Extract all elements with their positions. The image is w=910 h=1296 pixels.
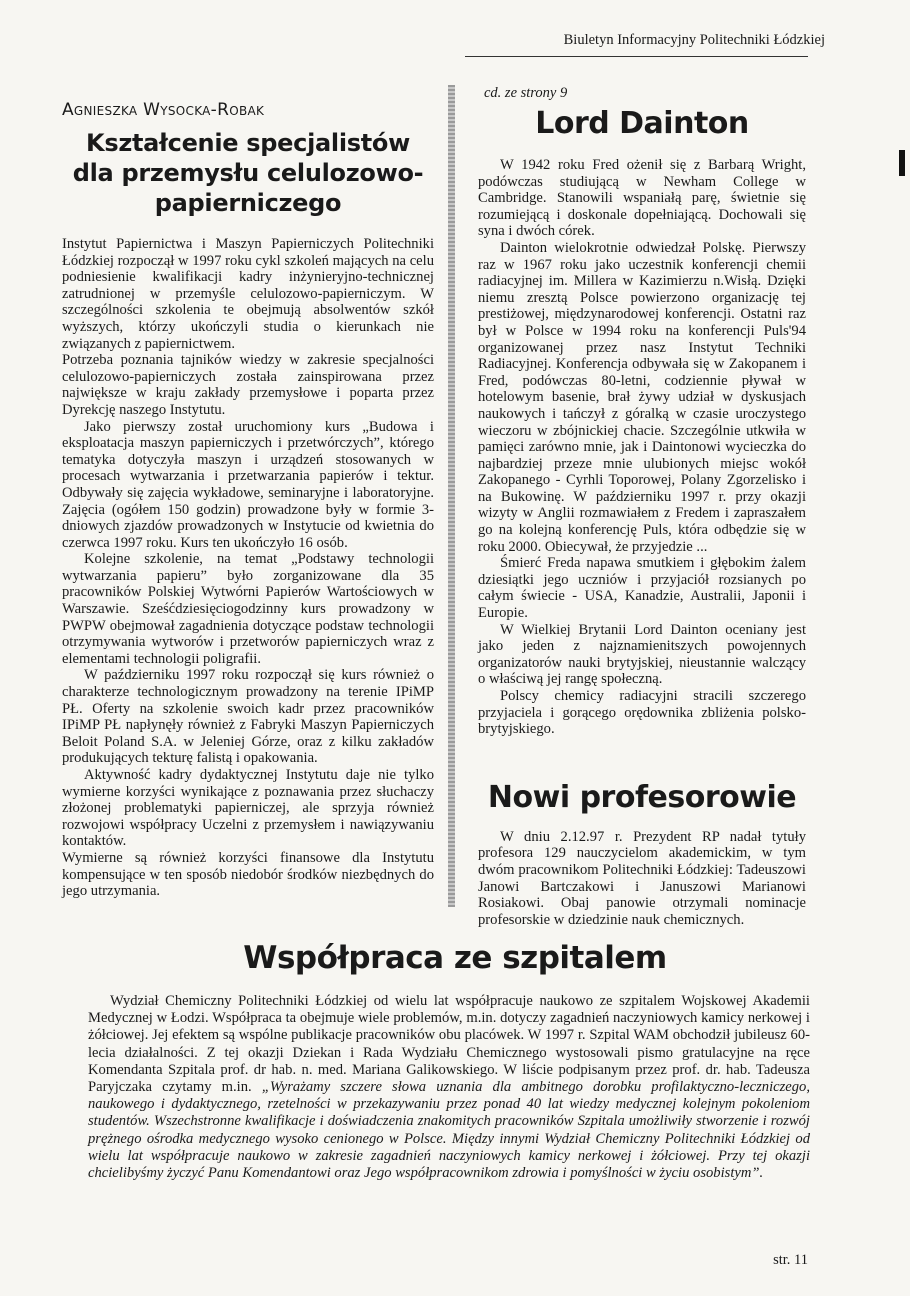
right-column <box>478 85 806 928</box>
paragraph-text: Wydział Chemiczny Politechniki Łódzkiej od wielu lat współpracuje naukowo ze szpitalem Wojskowej Akademii Medycznej w Łodzi. Współpraca ta obejmuje wiele problemów, m.in. dotyczy zagadnień naczyniowych kamicy nerkowej i żółciowej. Jej efektem są wspólne publikacje pracowników obu placówek. W 1997 r. Szpital WAM obchodził jubileusz 60-lecia działalności. Z tej okazji Dziekan i Rada Wydziału Chemicznego wystosowali pismo gratulacyjne na ręce Komendanta Szpitala prof. dr hab. n. med. Mariana Galikowskiego. W liście podpisanym przez prof. dr. hab. Tadeusza Paryjczaka czytamy m.in. <box>88 993 810 1096</box>
article-author: Agnieszka Wysocka-Robak <box>62 100 265 120</box>
paragraph: W październiku 1997 roku rozpoczął się kurs również o charakterze technologicznym prowadzony na terenie IPiMP PŁ. Oferty na szkolenie swoich kadr przez pracowników IPiMP PŁ napłynęły również z Fabryki Maszyn Papierniczych Beloit Poland S.A. w Jeleniej Górze, oraz z kilku zakładów produkujących tekturę falistą i opakowania. <box>62 667 434 767</box>
paragraph <box>88 993 810 1182</box>
article-title: Nowi profesorowie <box>487 779 797 815</box>
column-divider <box>448 85 455 907</box>
journal-header: Biuletyn Informacyjny Politechniki Łódzkiej <box>563 32 825 48</box>
paragraph: W 1942 roku Fred ożenił się z Barbarą Wright, podówczas studiującą w Newham College w Cambridge. Stanowili wspaniałą parę, świetnie się rozumiejącą i doskonale dopełniającą. Dochowali się syna i dwóch córek. <box>478 157 806 240</box>
paragraph: W dniu 2.12.97 r. Prezydent RP nadał tytuły profesora 129 nauczycielom akademickim, w tym dwóm pracownikom Politechniki Łódzkiej: Tadeuszowi Janowi Bartczakowi i Januszowi Marianowi Rosiakowi. Obaj panowie otrzymali nominacje profesorskie w dziedzinie nauk chemicznych. <box>478 828 806 928</box>
article-title: Kształcenie specjalistów dla przemysłu celulozowo-papierniczego <box>72 129 424 217</box>
article-title: Współpraca ze szpitalem <box>243 940 667 976</box>
paragraph: Aktywność kadry dydaktycznej Instytutu daje nie tylko wymierne korzyści wynikające z poznawania przez słuchaczy złożonej problematyki papierniczej, ale sprzyja również rozwojowi współpracy Uczelni z przemysłem i nawiązywaniu kontaktów. <box>62 767 434 850</box>
paragraph: Instytut Papiernictwa i Maszyn Papierniczych Politechniki Łódzkiej rozpoczął w 1997 roku cykl szkoleń mających na celu podniesienie kwalifikacji kadry inżynieryjno-technicznej zatrudnionej w przemyśle celulozowo-papierniczym. W szczególności szkolenia te obejmują absolwentów szkół wyższych, którzy ukończyli studia o kierunkach nie związanych z papiernictwem. <box>62 236 434 352</box>
page-number: str. 11 <box>773 1252 808 1268</box>
continued-note: cd. ze strony 9 <box>484 85 568 101</box>
header-rule <box>465 56 808 57</box>
paragraph: Potrzeba poznania tajników wiedzy w zakresie specjalności celulozowo-papierniczych została zainspirowana przez największe w kraju zakłady przemysłowe i poparta przez Dyrekcję naszego Instytutu. <box>62 352 434 418</box>
quotation: „Wyrażamy szczere słowa uznania dla ambitnego dorobku profilaktyczno-leczniczego, naukowego i dydaktycznego, rzetelności w przekazywaniu przez ponad 40 lat wiedzy medycznej kolejnym pokoleniom studentów. Wszechstronne kwalifikacje i doświadczenia znakomitych pracowników Szpitala umożliwiły stworzenie i rozwój prężnego ośrodka medycznego wysoko cenionego w Polsce. Między innymi Wydział Chemiczny Politechniki Łódzkiej od wielu lat współpracuje naukowo w zakresie zagadnień naczyniowych kamicy nerkowej i żółciowej. Przy tej okazji chcielibyśmy życzyć Panu Komendantowi oraz Jego współpracownikom zdrowia i pomyślności w życiu osobistym”. <box>88 1079 810 1182</box>
paragraph: Dainton wielokrotnie odwiedzał Polskę. Pierwszy raz w 1967 roku jako uczestnik konferencji chemii radiacyjnej im. Millera w Kazimierzu n.Wisłą. Dzięki niemu zresztą Polsce powierzono organizację tej prestiżowej, międzynarodowej konferencji. Ostatni raz był w Polsce w 1994 roku na konferencji Puls'94 organizowanej przez nasz Instytut Techniki Radiacyjnej. Konferencja odbywała się w Zakopanem i Fred, podówczas 80-letni, codziennie pływał w hotelowym basenie, brał żywy udział w dyskusjach naukowych i tańczył z góralką w czasie uroczystego wieczoru w zbójnickiej chacie. Szczególnie utkwiła w pamięci zarówno mnie, jak i Daintonowi wycieczka do najbardziej przeze mnie ulubionych miejsc wokół Zakopanego - Cyrhli Toporowej, Polany Zgorzelisko i na Bukowinę. W październiku 1997 r. przy okazji wizyty w Anglii rozmawiałem z Fredem i zapraszałem go na kolejną konferencję Puls, która odbędzie się w roku 2000. Obiecywał, że przyjedzie ... <box>478 239 806 555</box>
paragraph: Śmierć Freda napawa smutkiem i głębokim żalem dziesiątki jego uczniów i przyjaciół rozsianych po całym świecie - USA, Kanadzie, Australii, Japonii i Europie. <box>478 555 806 622</box>
paragraph: W Wielkiej Brytanii Lord Dainton oceniany jest jako jeden z najznamienitszych powojennych organizatorów nauki brytyjskiej, nieustannie walczący o właściwą jej rangę społeczną. <box>478 621 806 688</box>
paragraph: Kolejne szkolenie, na temat „Podstawy technologii wytwarzania papieru” było zorganizowane dla 35 pracowników Polskiej Wytwórni Papierów Wartościowych w Warszawie. Sześćdziesięciogodzinny kurs prowadzony w PWPW obejmował zagadnienia dotyczące podstaw technologii otrzymywania wytworów i przetworów papierniczych wraz z elementami technologii poligrafii. <box>62 551 434 667</box>
paragraph: Polscy chemicy radiacyjni stracili szczerego przyjaciela i gorącego orędownika zbliżenia polsko-brytyjskiego. <box>478 688 806 738</box>
article-title: Lord Dainton <box>535 106 749 141</box>
left-article <box>62 100 434 900</box>
paragraph: Wymierne są również korzyści finansowe dla Instytutu kompensujące w ten sposób niedobór środków niezbędnych do jego utrzymania. <box>62 849 434 900</box>
paragraph: Jako pierwszy został uruchomiony kurs „Budowa i eksploatacja maszyn papierniczych i przetwórczych”, którego tematyka dotyczyła maszyn i urządzeń stosowanych w procesach wytwarzania i przetwarzania papierów i tektur. Odbywały się zajęcia wykładowe, seminaryjne i laboratoryjne. Zajęcia (ogółem 150 godzin) prowadzone były w formie 3-dniowych zjazdów prowadzonych w Instytucie od kwietnia do czerwca 1997 roku. Kurs ten ukończyło 16 osób. <box>62 418 434 551</box>
edge-mark <box>899 150 905 176</box>
